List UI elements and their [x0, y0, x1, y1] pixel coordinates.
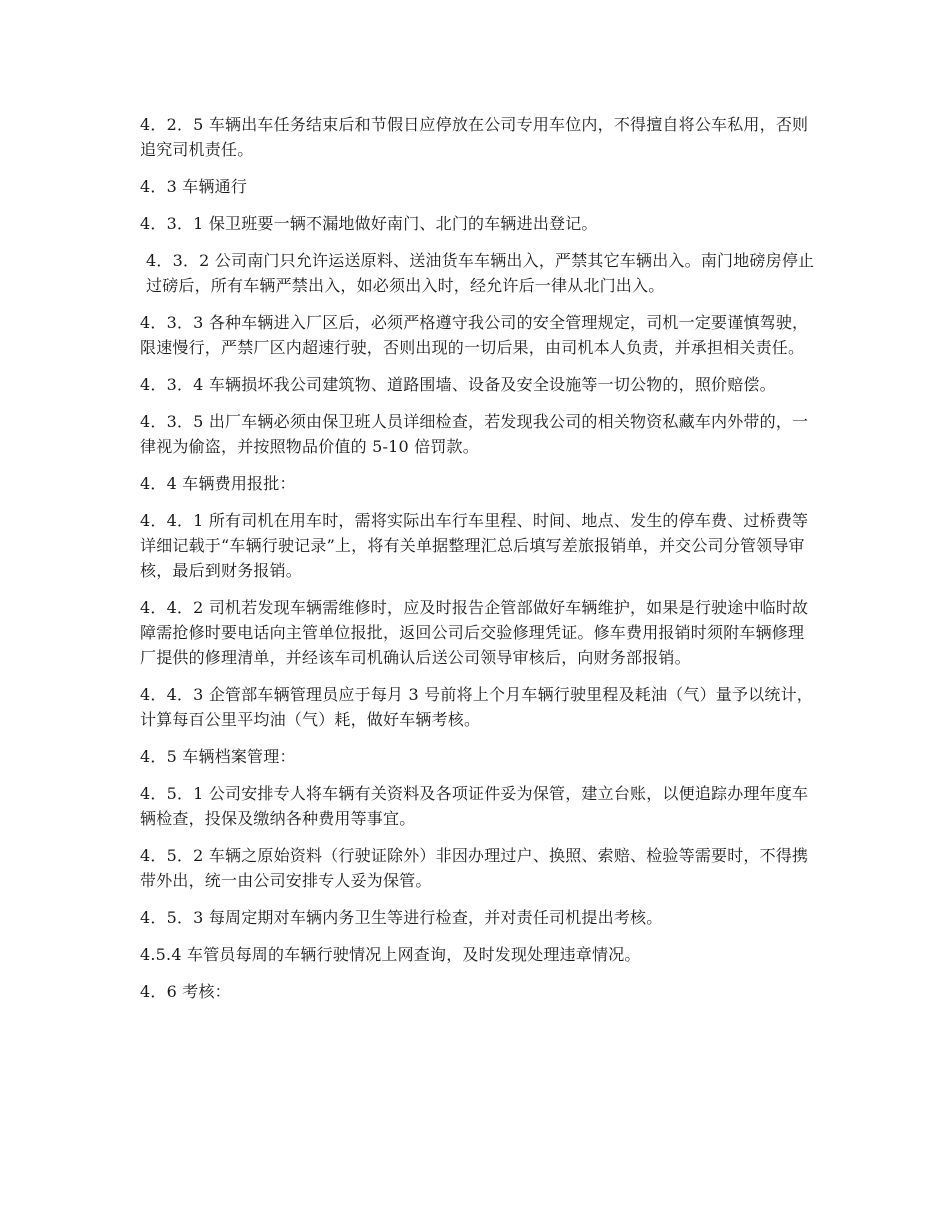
paragraph-4-3-5: 4．3．5 出厂车辆必须由保卫班人员详细检查，若发现我公司的相关物资私藏车内外带的，一律视为偷盗，并按照物品价值的 5-10 倍罚款。 [140, 412, 809, 456]
heading-4-4: 4．4 车辆费用报批： [140, 474, 296, 493]
paragraph-4-3-1: 4．3．1 保卫班要一辆不漏地做好南门、北门的车辆进出登记。 [140, 214, 598, 233]
heading-4-5: 4．5 车辆档案管理： [140, 747, 296, 766]
paragraph-4-5-2: 4．5．2 车辆之原始资料（行驶证除外）非因办理过户、换照、索赔、检验等需要时，不得携带外出，统一由公司安排专人妥为保管。 [140, 846, 809, 890]
paragraph-4-4-1: 4．4．1 所有司机在用车时，需将实际出车行车里程、时间、地点、发生的停车费、过桥费等详细记载于“车辆行驶记录”上，将有关单据整理汇总后填写差旅报销单，并交公司分管领导审核，最后到财务报销。 [140, 511, 809, 580]
paragraph-4-3-2: 4．3．2 公司南门只允许运送原料、送油货车车辆出入，严禁其它车辆出入。南门地磅房停止过磅后，所有车辆严禁出入，如必须出入时，经允许后一律从北门出入。 [146, 251, 815, 295]
heading-4-3: 4．3 车辆通行 [140, 177, 248, 196]
paragraph-4-3-3: 4．3．3 各种车辆进入厂区后，必须严格遵守我公司的安全管理规定，司机一定要谨慎驾驶，限速慢行，严禁厂区内超速行驶，否则出现的一切后果，由司机本人负责，并承担相关责任。 [140, 313, 809, 357]
paragraph-4-5-3: 4．5．3 每周定期对车辆内务卫生等进行检查，并对责任司机提出考核。 [140, 908, 663, 927]
paragraph-4-5-1: 4．5．1 公司安排专人将车辆有关资料及各项证件妥为保管，建立台账，以便追踪办理年度车辆检查，投保及缴纳各种费用等事宜。 [140, 784, 809, 828]
paragraph-4-4-3: 4．4．3 企管部车辆管理员应于每月 3 号前将上个月车辆行驶里程及耗油（气）量予以统计，计算每百公里平均油（气）耗，做好车辆考核。 [140, 685, 813, 729]
paragraph-4-2-5: 4．2．5 车辆出车任务结束后和节假日应停放在公司专用车位内，不得擅自将公车私用，否则追究司机责任。 [140, 115, 809, 159]
paragraph-4-3-4: 4．3．4 车辆损坏我公司建筑物、道路围墙、设备及安全设施等一切公物的，照价赔偿。 [140, 375, 776, 394]
document-body [140, 112, 820, 1016]
paragraph-4-4-2: 4．4．2 司机若发现车辆需维修时，应及时报告企管部做好车辆维护，如果是行驶途中临时故障需抢修时要电话向主管单位报批，返回公司后交验修理凭证。修车费用报销时须附车辆修理厂提供的修理清单，并经该车司机确认后送公司领导审核后，向财务部报销。 [140, 598, 809, 667]
heading-4-6: 4．6 考核： [140, 982, 231, 1001]
paragraph-4-5-4: 4.5.4 车管员每周的车辆行驶情况上网查询，及时发现处理违章情况。 [140, 945, 641, 964]
